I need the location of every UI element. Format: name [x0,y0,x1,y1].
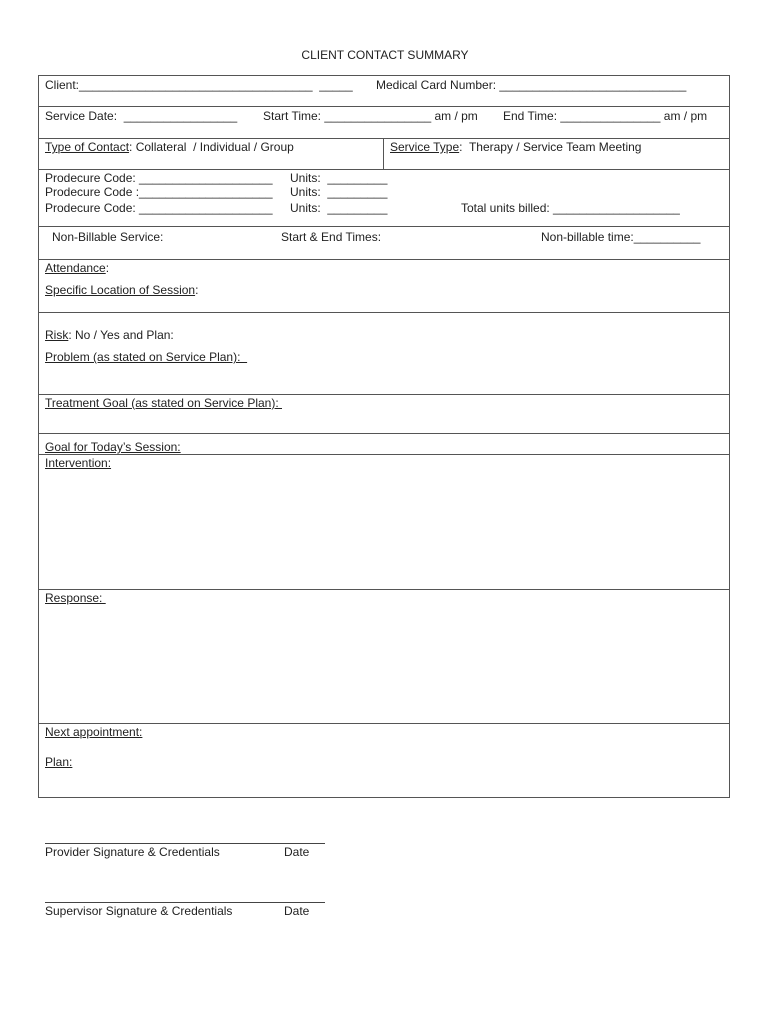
row-divider [38,723,730,724]
service-type-label: Service Type [390,140,460,154]
type-of-contact-options: : Collateral / Individual / Group [129,140,294,154]
location-suffix: : [195,283,199,297]
attendance-label: Attendance [45,261,106,275]
attendance-suffix: : [105,261,110,275]
procedure-code-field[interactable]: Prodecure Code: ____________________ [45,201,273,215]
row-divider [38,433,730,434]
risk-field[interactable] [45,328,174,342]
client-field[interactable]: Client:___________________________________ _____ [45,78,353,92]
row-divider [38,312,730,313]
non-billable-service-label: Non-Billable Service: [52,230,164,244]
problem-field[interactable]: Problem (as stated on Service Plan): [45,350,248,364]
units-field[interactable]: Units: _________ [290,185,388,199]
row-divider [38,259,730,260]
row-divider [38,106,730,107]
supervisor-signature-label: Supervisor Signature & Credentials [45,904,233,918]
location-field[interactable] [45,283,198,297]
medical-card-field[interactable]: Medical Card Number: ____________________________ [376,78,687,92]
end-time-field[interactable]: End Time: _______________ am / pm [503,109,708,123]
treatment-goal-field[interactable]: Treatment Goal (as stated on Service Plan): [45,396,282,410]
total-units-field[interactable]: Total units billed: ___________________ [461,201,680,215]
response-field[interactable]: Response: [45,591,106,605]
type-of-contact[interactable] [45,140,294,154]
row-divider [38,169,730,170]
provider-date-label: Date [284,845,310,859]
service-type-options: : Therapy / Service Team Meeting [459,140,642,154]
provider-signature-line[interactable] [45,843,325,844]
location-label: Specific Location of Session [45,283,196,297]
next-appointment-field[interactable]: Next appointment: [45,725,143,739]
procedure-code-field[interactable]: Prodecure Code: ____________________ [45,171,273,185]
risk-suffix: : No / Yes and Plan: [68,328,174,342]
supervisor-signature-line[interactable] [45,902,325,903]
start-time-field[interactable]: Start Time: ________________ am / pm [263,109,478,123]
row-divider [38,138,730,139]
row-divider [38,226,730,227]
units-field[interactable]: Units: _________ [290,201,388,215]
non-billable-time-field[interactable]: Non-billable time:__________ [541,230,701,244]
procedure-code-field[interactable]: Prodecure Code :____________________ [45,185,273,199]
supervisor-date-label: Date [284,904,310,918]
type-of-contact-label: Type of Contact [45,140,130,154]
service-date-field[interactable]: Service Date: _________________ [45,109,238,123]
intervention-field[interactable]: Intervention: [45,456,112,470]
row-divider [38,394,730,395]
column-divider [383,138,384,169]
units-field[interactable]: Units: _________ [290,171,388,185]
page-title: CLIENT CONTACT SUMMARY [301,48,469,62]
risk-label: Risk [45,328,69,342]
attendance-field[interactable] [45,261,109,275]
provider-signature-label: Provider Signature & Credentials [45,845,220,859]
start-end-times-label: Start & End Times: [281,230,382,244]
row-divider [38,589,730,590]
plan-field[interactable]: Plan: [45,755,73,769]
service-type[interactable] [390,140,641,154]
goal-today-field[interactable]: Goal for Today’s Session: [45,440,181,454]
row-divider [38,454,730,455]
